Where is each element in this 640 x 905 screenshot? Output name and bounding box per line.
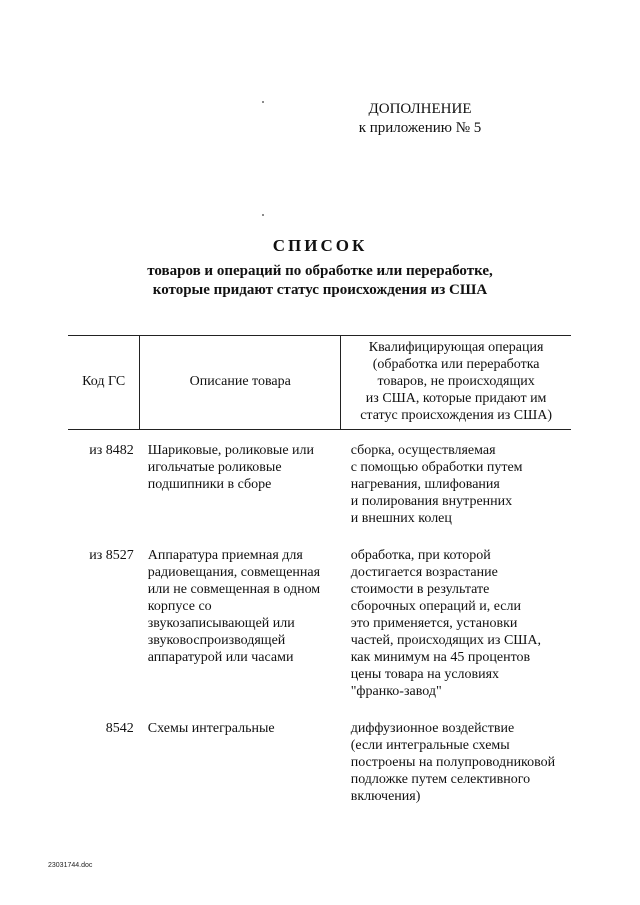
header-operation-line: Квалифицирующая операция <box>368 340 544 355</box>
goods-table <box>68 335 571 825</box>
table-row <box>68 430 571 548</box>
document-subtitle <box>90 262 550 300</box>
cell-operation <box>341 720 571 825</box>
description-line: Шариковые, роликовые или <box>147 443 315 458</box>
cell-code: из 8527 <box>89 548 134 563</box>
operation-line: (если интегральные схемы <box>350 738 510 753</box>
operation-line: стоимости в результате <box>350 582 490 597</box>
description-line: радиовещания, совмещенная <box>147 565 321 580</box>
description-line: или не совмещенная в одном <box>147 582 321 597</box>
header-operation <box>341 336 571 430</box>
operation-line: нагревания, шлифования <box>350 477 500 492</box>
header-operation-line: статус происхождения из США) <box>360 408 553 423</box>
annex-heading <box>330 100 510 138</box>
description-line: подшипники в сборе <box>147 477 272 492</box>
cell-description <box>140 547 341 720</box>
operation-line: построены на полупроводниковой <box>350 755 556 770</box>
operation-line: достигается возрастание <box>350 565 498 580</box>
description-line: корпусе со <box>147 599 212 614</box>
header-operation-line: (обработка или переработка <box>372 357 540 372</box>
table-header-row <box>68 336 571 430</box>
operation-line: обработка, при которой <box>350 548 491 563</box>
table-row <box>68 720 571 825</box>
file-name-footer: 23031744.doc <box>48 862 93 869</box>
header-description: Описание товара <box>140 336 341 430</box>
table-row <box>68 547 571 720</box>
operation-line: цены товара на условиях <box>350 667 500 682</box>
cell-code: из 8482 <box>89 443 134 458</box>
operation-line: диффузионное воздействие <box>350 721 515 736</box>
document-title: СПИСОК <box>272 236 368 255</box>
description-line: звуковоспроизводящей <box>147 633 286 648</box>
operation-line: "франко-завод" <box>350 684 442 699</box>
scan-speck <box>262 101 264 103</box>
subtitle-line: которые придают статус происхождения из США <box>152 282 488 298</box>
subtitle-line: товаров и операций по обработке или переработке, <box>147 263 493 279</box>
annex-title: ДОПОЛНЕНИЕ <box>368 101 472 117</box>
header-code: Код ГС <box>68 336 140 430</box>
description-line: аппаратурой или часами <box>147 650 294 665</box>
description-line: Аппаратура приемная для <box>147 548 303 563</box>
description-line: игольчатые роликовые <box>147 460 282 475</box>
operation-line: включения) <box>350 789 421 804</box>
header-operation-line: из США, которые придают им <box>365 391 547 406</box>
cell-operation <box>341 547 571 720</box>
operation-line: сборка, осуществляемая <box>350 443 496 458</box>
operation-line: с помощью обработки путем <box>350 460 523 475</box>
header-operation-line: товаров, не происходящих <box>377 374 535 389</box>
scan-speck <box>262 214 264 216</box>
cell-description <box>140 720 341 825</box>
operation-line: это применяется, установки <box>350 616 518 631</box>
operation-line: частей, происходящих из США, <box>350 633 542 648</box>
operation-line: сборочных операций и, если <box>350 599 521 614</box>
cell-description <box>140 430 341 548</box>
operation-line: и внешних колец <box>350 511 452 526</box>
cell-code: 8542 <box>105 721 134 736</box>
description-line: звукозаписывающей или <box>147 616 295 631</box>
description-line: Схемы интегральные <box>147 721 275 736</box>
annex-reference: к приложению № 5 <box>358 120 482 136</box>
operation-line: и полирования внутренних <box>350 494 513 509</box>
operation-line: как минимум на 45 процентов <box>350 650 531 665</box>
cell-operation <box>341 430 571 548</box>
operation-line: подложке путем селективного <box>350 772 531 787</box>
